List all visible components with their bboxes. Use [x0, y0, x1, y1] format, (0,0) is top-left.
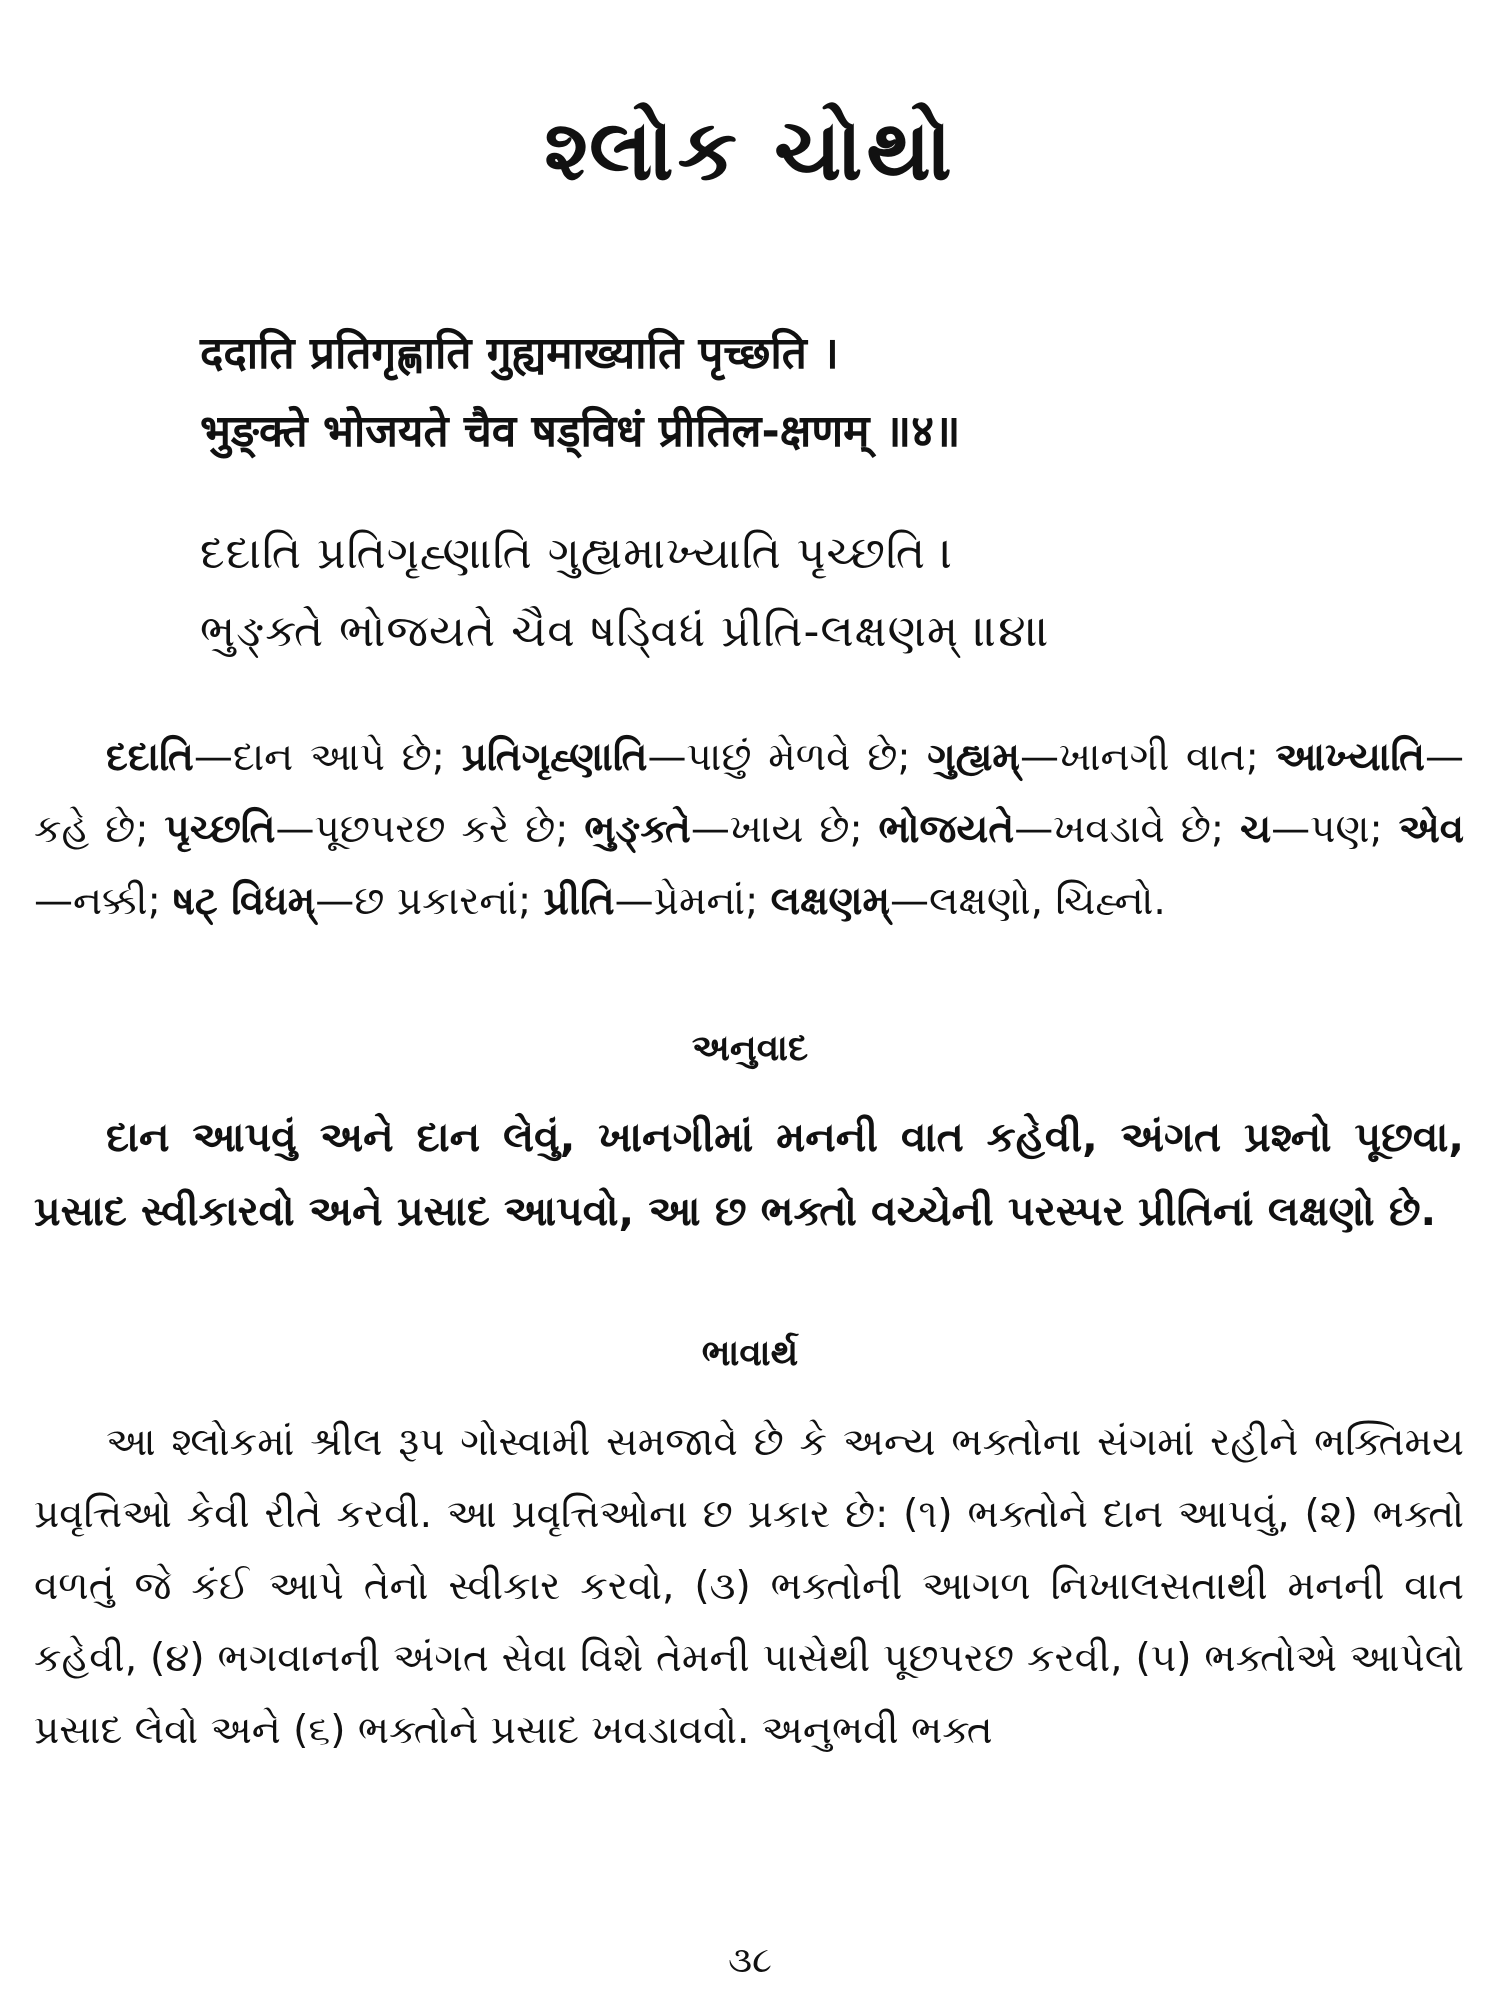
verse-line: ददाति प्रतिगृह्णाति गुह्यमाख्याति पृच्छति । [200, 328, 839, 379]
synonym-meaning: પ્રેમનાં; [653, 879, 759, 924]
synonym-word: આખ્યાતિ [1275, 735, 1425, 780]
synonym-entry: ષટ્ વિધમ્—છ પ્રકારનાં; [173, 879, 532, 924]
synonym-entry: ચ—પણ; [1239, 807, 1383, 852]
synonym-word: લક્ષણમ્ [770, 879, 891, 924]
synonym-word: પૃચ્છતિ [164, 807, 276, 852]
synonym-word: દદાતિ [106, 735, 194, 780]
page-number: ૩૮ [728, 1940, 772, 1981]
synonym-entry: લક્ષણમ્—લક્ષણો, ચિહ્નો. [770, 879, 1166, 924]
verse-line: દદાતિ પ્રતિગૃહ્ણાતિ ગુહ્યમાખ્યાતિ પૃચ્છતિ । [200, 528, 954, 579]
synonym-entry: આખ્યાતિ—કહે છે; [34, 735, 1464, 852]
synonym-entry: ભુઙ્ક્તે—ખાય છે; [584, 807, 863, 852]
synonym-meaning: પાછું મેળવે છે; [686, 735, 911, 780]
synonym-entry: પ્રીતિ—પ્રેમનાં; [543, 879, 759, 924]
synonym-meaning: પણ; [1310, 807, 1383, 852]
synonym-meaning: ખવડાવે છે; [1053, 807, 1225, 852]
translation-paragraph: દાન આપવું અને દાન લેવું, ખાનગીમાં મનની વાત કહેવી, અંગત પ્રશ્નો પૂછવા, પ્રસાદ સ્વીકારવો અને પ્રસાદ આપવો, આ છ ભક્તો વચ્ચેની પરસ્પર પ્રીતિનાં લક્ષણો છે. [34, 1113, 1464, 1235]
synonym-word: એવ [1398, 807, 1465, 852]
synonym-meaning: ખાય છે; [729, 807, 863, 852]
synonym-word: ચ [1239, 807, 1272, 852]
synonym-word: પ્રતિગૃહ્ણાતિ [461, 735, 648, 780]
synonym-meaning: પૂછપરછ કરે છે; [314, 807, 569, 852]
synonym-entry: ગુહ્યમ્—ખાનગી વાત; [927, 735, 1259, 780]
purport-heading: ભાવાર્થ [701, 1333, 799, 1374]
synonym-meaning: નક્કી; [73, 879, 161, 924]
translation-heading: અનુવાદ [691, 1028, 809, 1069]
synonyms-paragraph [34, 722, 1464, 938]
verse-line: भुङ्क्ते भोजयते चैव षड्विधं प्रीतिल-क्षणम् ॥४॥ [200, 406, 961, 457]
synonym-entry: દદાતિ—દાન આપે છે; [106, 735, 445, 780]
synonym-meaning: છ પ્રકારનાં; [354, 879, 532, 924]
verse-line: ભુઙ્ક્તે ભોજયતે ચૈવ ષડ્વિધં પ્રીતિ-લક્ષણમ્ ॥૪॥ [200, 606, 1051, 657]
synonym-entry: એવ—નક્કી; [34, 807, 1465, 924]
synonym-word: ભોજયતે [878, 807, 1015, 852]
synonym-meaning: દાન આપે છે; [232, 735, 445, 780]
purport-paragraph: આ શ્લોકમાં શ્રીલ રૂપ ગોસ્વામી સમજાવે છે કે અન્ય ભક્તોના સંગમાં રહીને ભક્તિમય પ્રવૃત્તિઓ કેવી રીતે કરવી. આ પ્રવૃત્તિઓના છ પ્રકાર છે: (૧) ભક્તોને દાન આપવું, (૨) ભક્તો વળતું જે કંઈ આપે તેનો સ્વીકાર કરવો, (૩) ભક્તોની આગળ નિખાલસતાથી મનની વાત કહેવી, (૪) ભગવાનની અંગત સેવા વિશે તેમની પાસેથી પૂછપરછ કરવી, (૫) ભક્તોએ આપેલો પ્રસાદ લેવો અને (૬) ભક્તોને પ્રસાદ ખવડાવવો. અનુભવી ભક્ત [34, 1420, 1464, 1753]
synonym-meaning: ખાનગી વાત; [1058, 735, 1259, 780]
synonym-word: ગુહ્યમ્ [927, 735, 1020, 780]
synonym-entry: પૃચ્છતિ—પૂછપરછ કરે છે; [164, 807, 569, 852]
verse-devanagari [200, 315, 1420, 471]
synonym-word: ભુઙ્ક્તે [584, 807, 691, 852]
page-title: શ્લોક ચોથો [544, 101, 956, 199]
synonym-entry: ભોજયતે—ખવડાવે છે; [878, 807, 1225, 852]
synonym-meaning: કહે છે; [34, 807, 149, 852]
synonym-word: ષટ્ વિધમ્ [173, 879, 316, 924]
verse-gujarati [200, 515, 1420, 671]
synonym-word: પ્રીતિ [543, 879, 615, 924]
synonym-meaning: લક્ષણો, ચિહ્નો. [929, 879, 1166, 924]
synonym-entry: પ્રતિગૃહ્ણાતિ—પાછું મેળવે છે; [461, 735, 911, 780]
